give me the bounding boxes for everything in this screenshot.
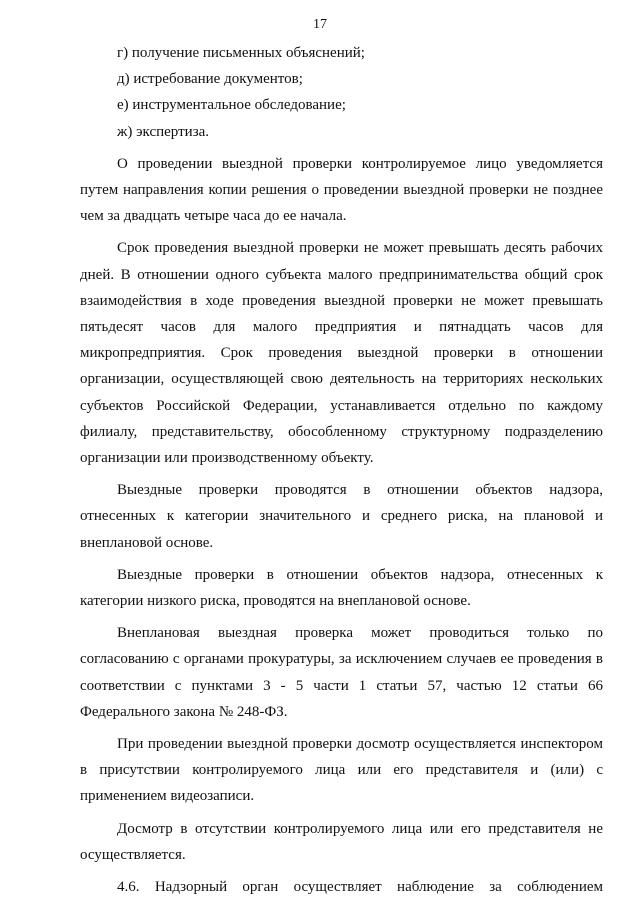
paragraph-duration: Срок проведения выездной проверки не может превышать десять рабочих дней. В отношении одного субъекта малого предпринимательства общий срок взаимодействия в ходе проведения выездной проверки не может превышать пятьдесят часов для малого предприятия и пятнадцать часов для микропредприятия. Срок проведения выездной проверки в отношении организации, осуществляющей свою деятельность на территориях нескольких субъектов Российской Федерации, устанавливается отдельно по каждому филиалу, представительству, обособленному структурному подразделению организации или производственному объекту. xyxy=(80,240,603,467)
document-body xyxy=(80,40,603,900)
list-item-zh: ж) экспертиза. xyxy=(117,123,210,140)
paragraph-significant-risk: Выездные проверки проводятся в отношении объектов надзора, отнесенных к категории значительного и среднего риска, на плановой и внеплановой основе. xyxy=(80,482,603,551)
page-number: 17 xyxy=(313,17,327,32)
paragraph-section-4-6: 4.6. Надзорный орган осуществляет наблюдение за соблюдением xyxy=(117,879,603,896)
list-item-g: г) получение письменных объяснений; xyxy=(117,45,365,61)
list-item-d: д) истребование документов; xyxy=(117,71,303,88)
paragraph-inspection-absence: Досмотр в отсутствии контролируемого лица или его представителя не осуществляется. xyxy=(80,820,603,863)
list-item-e: е) инструментальное обследование; xyxy=(117,97,346,114)
paragraph-unscheduled: Внеплановая выездная проверка может проводиться только по согласованию с органами прокуратуры, за исключением случаев ее проведения в соответствии с пунктами 3 - 5 части 1 статьи 57, частью 12 статьи 66 Федерального закона № 248-ФЗ. xyxy=(80,625,603,720)
paragraph-inspection-presence: При проведении выездной проверки досмотр осуществляется инспектором в присутствии контролируемого лица или его представителя и (или) с применением видеозаписи. xyxy=(80,736,603,805)
paragraph-low-risk: Выездные проверки в отношении объектов надзора, отнесенных к категории низкого риска, проводятся на внеплановой основе. xyxy=(80,566,603,610)
paragraph-notification: О проведении выездной проверки контролируемое лицо уведомляется путем направления копии решения о проведении выездной проверки не позднее чем за двадцать четыре часа до ее начала. xyxy=(80,155,603,225)
